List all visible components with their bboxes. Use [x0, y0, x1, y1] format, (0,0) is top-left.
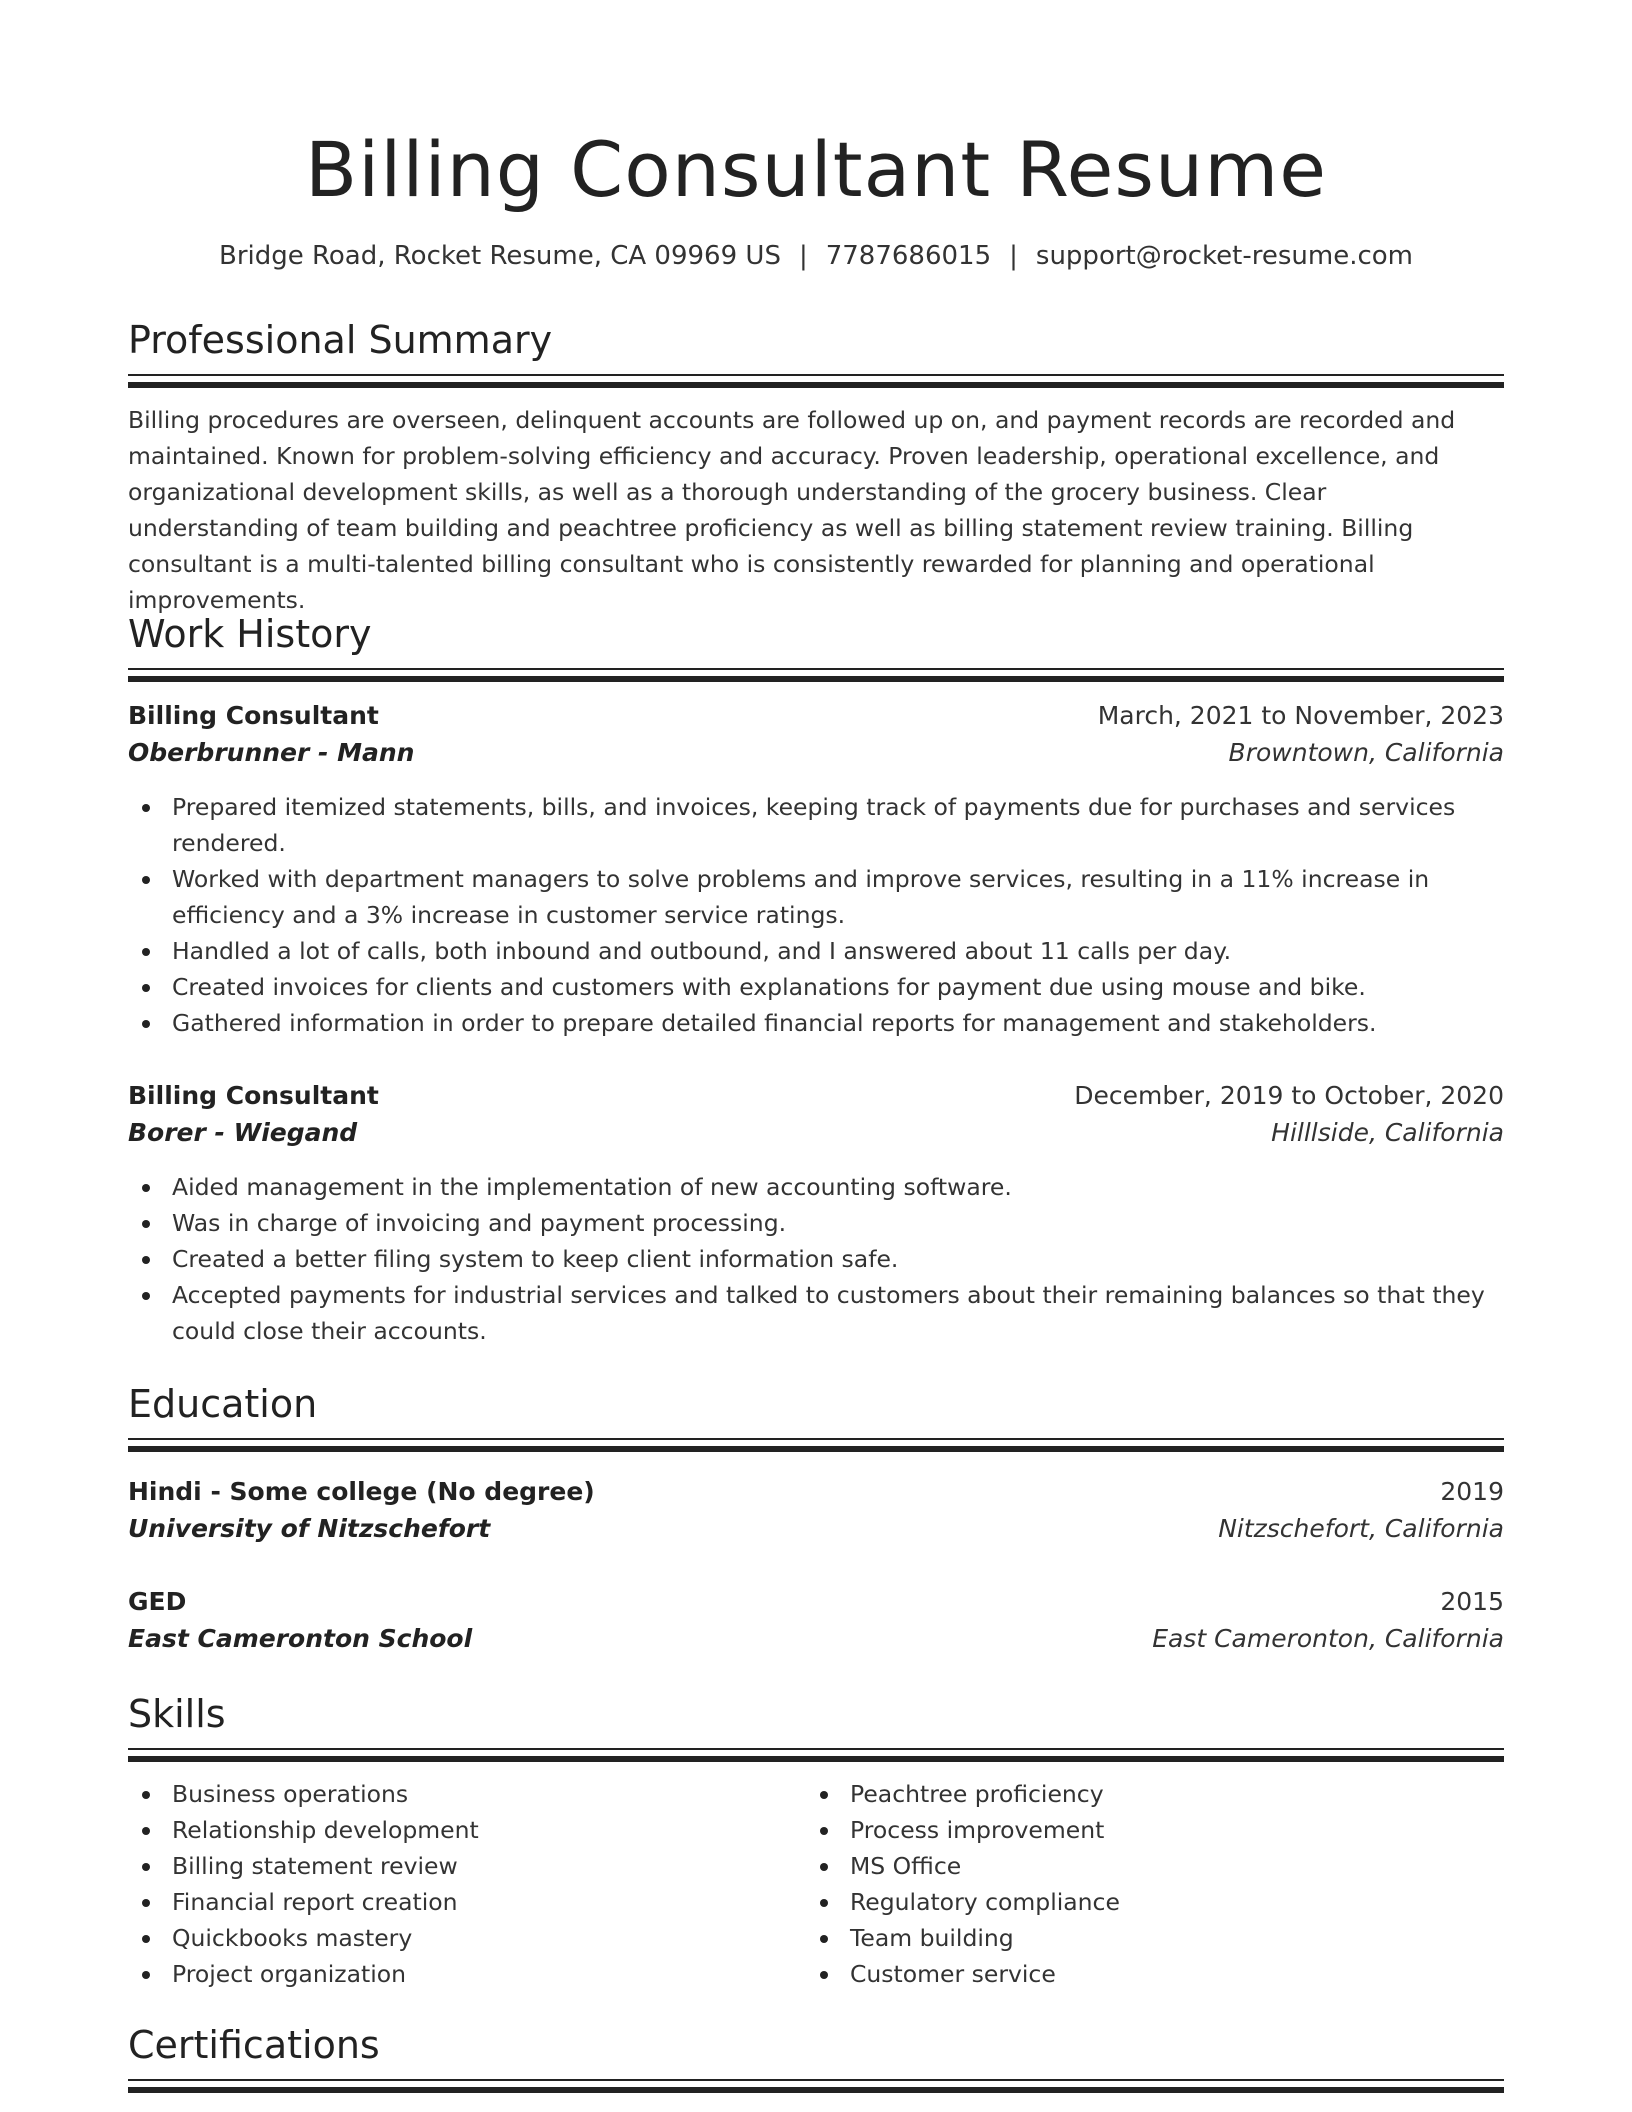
- job-header: [128, 1078, 1504, 1114]
- list-item: Relationship development: [128, 1812, 788, 1848]
- section-heading-skills: [128, 1690, 1504, 1738]
- section-divider: [128, 1756, 1504, 1762]
- contact-separator: |: [1009, 241, 1018, 271]
- education-school: East Cameronton School: [128, 1624, 473, 1653]
- list-item: Was in charge of invoicing and payment processing.: [128, 1205, 1504, 1241]
- section-title: Certifications: [128, 2023, 380, 2067]
- list-item: Team building: [806, 1920, 1504, 1956]
- section-divider: [128, 382, 1504, 388]
- section-divider: [128, 1446, 1504, 1452]
- list-item: Created a better filing system to keep client information safe.: [128, 1241, 1504, 1277]
- contact-phone: 7787686015: [825, 241, 992, 271]
- job-location: Browntown, California: [1228, 738, 1504, 767]
- section-divider: [128, 2087, 1504, 2093]
- job-location: Hilllside, California: [1271, 1118, 1504, 1147]
- job-subheader: [128, 735, 1504, 771]
- section-title: Skills: [128, 1692, 226, 1736]
- skills-list-left: [128, 1776, 788, 1992]
- contact-address: Bridge Road, Rocket Resume, CA 09969 US: [218, 241, 781, 271]
- education-location: Nitzschefort, California: [1218, 1514, 1504, 1543]
- job-dates: March, 2021 to November, 2023: [1097, 701, 1504, 730]
- section-divider: [128, 676, 1504, 682]
- section-divider: [128, 1438, 1504, 1440]
- list-item: Accepted payments for industrial services and talked to customers about their remaining balances so that they could close their accounts.: [128, 1277, 1504, 1349]
- job-bullets: [128, 789, 1504, 1041]
- list-item: Project organization: [128, 1956, 788, 1992]
- section-divider: [128, 374, 1504, 376]
- list-item: Process improvement: [806, 1812, 1504, 1848]
- section-title: Work History: [128, 612, 372, 656]
- section-divider: [128, 668, 1504, 670]
- education-school: University of Nitzschefort: [128, 1514, 491, 1543]
- list-item: Prepared itemized statements, bills, and invoices, keeping track of payments due for purchases and services rendered.: [128, 789, 1504, 861]
- contact-email: support@rocket-resume.com: [1035, 241, 1414, 271]
- list-item: Business operations: [128, 1776, 788, 1812]
- list-item: Handled a lot of calls, both inbound and outbound, and I answered about 11 calls per day.: [128, 933, 1504, 969]
- education-year: 2015: [1440, 1587, 1504, 1616]
- section-heading-education: [128, 1380, 1504, 1428]
- section-title: Education: [128, 1382, 318, 1426]
- section-title: Professional Summary: [128, 318, 553, 362]
- skills-list-right: [806, 1776, 1504, 1992]
- education-subheader: [128, 1621, 1504, 1657]
- education-degree: GED: [128, 1587, 187, 1616]
- education-location: East Cameronton, California: [1152, 1624, 1504, 1653]
- education-degree: Hindi - Some college (No degree): [128, 1477, 595, 1506]
- contact-separator: |: [798, 241, 808, 271]
- job-company: Oberbrunner - Mann: [128, 738, 415, 767]
- list-item: Aided management in the implementation of new accounting software.: [128, 1169, 1504, 1205]
- list-item: MS Office: [806, 1848, 1504, 1884]
- education-year: 2019: [1440, 1477, 1504, 1506]
- list-item: Regulatory compliance: [806, 1884, 1504, 1920]
- education-header: [128, 1584, 1504, 1620]
- list-item: Billing statement review: [128, 1848, 788, 1884]
- job-company: Borer - Wiegand: [128, 1118, 358, 1147]
- list-item: Gathered information in order to prepare detailed financial reports for management and stakeholders.: [128, 1005, 1504, 1041]
- list-item: Created invoices for clients and customers with explanations for payment due using mouse and bike.: [128, 969, 1504, 1005]
- section-divider: [128, 2079, 1504, 2081]
- resume-title: Billing Consultant Resume: [305, 125, 1327, 214]
- job-title: Billing Consultant: [128, 1081, 379, 1110]
- contact-line: [128, 238, 1504, 274]
- job-subheader: [128, 1115, 1504, 1151]
- section-heading-certifications: [128, 2021, 1504, 2069]
- section-heading-work: [128, 610, 1504, 658]
- summary-text: Billing procedures are overseen, delinquent accounts are followed up on, and payment records are recorded and maintained. Known for problem-solving efficiency and accuracy. Proven leadership, operational excellence, and organizational development skills, as well as a thorough understanding of the grocery business. Clear understanding of team building and peachtree proficiency as well as billing statement review training. Billing consultant is a multi-talented billing consultant who is consistently rewarded for planning and operational improvements.: [128, 406, 1456, 614]
- job-header: [128, 698, 1504, 734]
- list-item: Financial report creation: [128, 1884, 788, 1920]
- section-heading-summary: [128, 316, 1504, 364]
- education-subheader: [128, 1511, 1504, 1547]
- list-item: Quickbooks mastery: [128, 1920, 788, 1956]
- job-bullets: [128, 1169, 1504, 1349]
- list-item: Customer service: [806, 1956, 1504, 1992]
- job-dates: December, 2019 to October, 2020: [1074, 1081, 1504, 1110]
- job-title: Billing Consultant: [128, 701, 379, 730]
- education-header: [128, 1474, 1504, 1510]
- list-item: Peachtree proficiency: [806, 1776, 1504, 1812]
- list-item: Worked with department managers to solve problems and improve services, resulting in a 11% increase in efficiency and a 3% increase in customer service ratings.: [128, 861, 1504, 933]
- section-divider: [128, 1748, 1504, 1750]
